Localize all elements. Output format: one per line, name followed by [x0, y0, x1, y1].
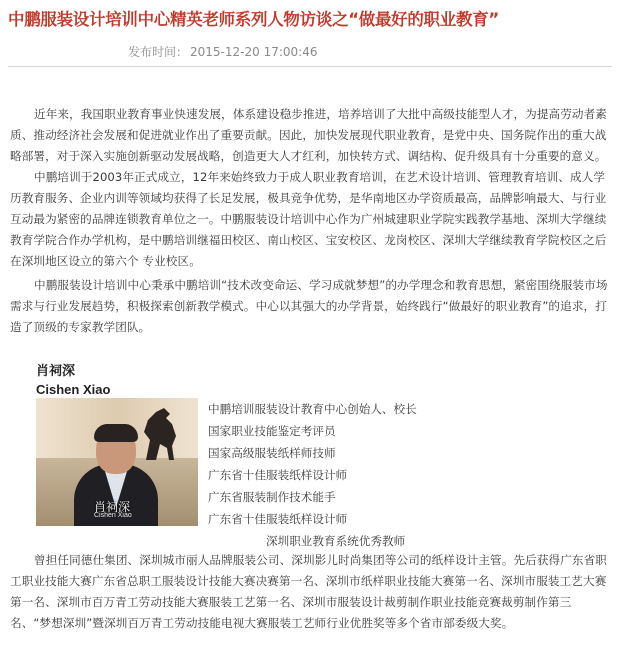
teacher-portrait-photo	[36, 398, 198, 526]
intro-paragraph-3: 中鹏服装设计培训中心秉承中鹏培训“技术改变命运、学习成就梦想”的办学理念和教育思想，紧密围绕服装市场需求与行业发展趋势，积极探索创新教学模式。中心以其强大的办学背景，始终践行“做最好的职业教育”的追求，打造了顶级的专家教学团队。	[10, 277, 608, 334]
intro-paragraph-1: 近年来，我国职业教育事业快速发展，体系建设稳步推进，培养培训了大批中高级技能型人才，为提高劳动者素质、推动经济社会发展和促进就业作出了重要贡献。因此，加快发展现代职业教育，是党中央、国务院作出的重大战略部署，对于深入实施创新驱动发展战略，创造更大人才红利，加快转方式、调结构、促升级具有十分重要的意义。	[10, 106, 607, 163]
credential-item: 中鹏培训服装设计教育中心创始人、校长	[208, 402, 417, 416]
portrait-hair	[94, 424, 138, 442]
credential-list	[208, 398, 608, 552]
article-title: 中鹏服装设计培训中心精英老师系列人物访谈之“做最好的职业教育”	[8, 10, 499, 29]
credential-item: 广东省十佳服装纸样设计师	[208, 468, 348, 482]
horse-statue-icon	[136, 406, 184, 462]
title-divider	[8, 66, 612, 67]
photo-caption-cn: 肖祠深	[94, 500, 131, 514]
teacher-bio-paragraph: 曾担任同德仕集团、深圳城市丽人品牌服装公司、深圳影儿时尚集团等公司的纸样设计主管。先后获得广东省职工职业技能大赛广东省总职工服装设计技能大赛决赛第一名、深圳市纸样职业技能大赛第一名、深圳市服装工艺大赛第一名、深圳市百万青工劳动技能大赛服装工艺第一名、深圳市服装设计裁剪制作职业技能竞赛裁剪制作第三名、“梦想深圳”暨深圳百万青工劳动技能电视大赛服装工艺师行业优胜奖等多个省市部委级大奖。	[10, 552, 607, 630]
credential-item: 国家职业技能鉴定考评员	[208, 424, 336, 438]
teacher-name-en: Cishen Xiao	[36, 382, 111, 397]
publish-label: 发布时间：	[128, 45, 189, 59]
intro-paragraph-2: 中鹏培训于2003年正式成立，12年来始终致力于成人职业教育培训，在艺术设计培训、管理教育培训、成人学历教育服务、企业内训等领域均获得了长足发展，极具竞争优势，是华南地区办学资质最高，品牌影响最大、与行业互动最为紧密的品牌连锁教育单位之一。中鹏服装设计培训中心作为广州城建职业学院实践教学基地、深圳大学继续教育学院合作办学机构，是中鹏培训继福田校区、南山校区、宝安校区、龙岗校区、深圳大学继续教育学院校区之后在深圳地区设立的第六个 专业校区。	[10, 169, 607, 268]
credential-item: 国家高级服装纸样师技师	[208, 446, 336, 460]
credential-item: 深圳职业教育系统优秀教师	[266, 534, 406, 548]
teacher-name-cn: 肖祠深	[36, 364, 76, 379]
publish-time: 2015-12-20 17:00:46	[190, 45, 318, 59]
credential-item: 广东省十佳服装纸样设计师	[208, 512, 348, 526]
credential-item: 广东省服装制作技术能手	[208, 490, 336, 504]
photo-caption-en: Cishen Xiao	[94, 512, 132, 519]
publish-meta	[128, 43, 319, 60]
